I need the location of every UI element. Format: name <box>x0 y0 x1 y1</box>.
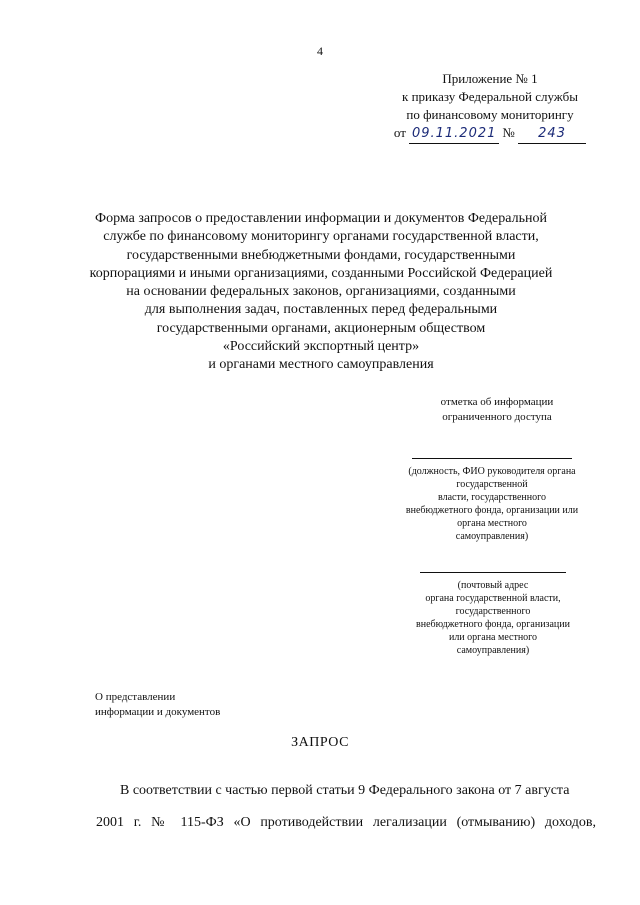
appendix-header <box>385 70 595 144</box>
form-title-line: корпорациями и иными организациями, созданными Российской Федерацией <box>89 265 553 281</box>
form-title-line: Форма запросов о предоставлении информации и документов Федеральной <box>95 211 547 226</box>
body-line: 2001 г. № 115-ФЗ «О противодействии легализации (отмыванию) доходов, <box>96 815 596 830</box>
form-title-line: «Российский экспортный центр» <box>222 339 420 355</box>
restricted-access-mark: отметка об информации ограниченного доступа <box>440 396 554 423</box>
request-title: ЗАПРОС <box>291 735 349 750</box>
date-prefix: от <box>393 125 406 140</box>
page-number: 4 <box>317 44 323 58</box>
handwritten-number: 243 <box>518 124 586 144</box>
request-body <box>96 775 596 839</box>
body-line: В соответствии с частью первой статьи 9 Федерального закона от 7 августа <box>120 783 570 798</box>
form-title <box>80 210 562 375</box>
form-title-line: государственными органами, акционерным обществом <box>156 320 486 336</box>
appendix-title: Приложение № 1 <box>442 71 538 86</box>
postal-underline <box>420 572 566 573</box>
appendix-date-line <box>385 124 595 144</box>
form-title-line: и органами местного самоуправления <box>208 357 434 373</box>
appendix-order-ref: к приказу Федеральной службы <box>402 89 578 104</box>
form-title-line: государственными внебюджетными фондами, государственными <box>126 247 516 263</box>
form-title-line: службе по финансовому мониторингу органами государственной власти, <box>103 229 539 245</box>
number-prefix: № <box>502 125 515 140</box>
form-title-line: на основании федеральных законов, организациями, созданными <box>126 284 516 300</box>
postal-address-block: (почтовый адрес органа государственной власти, государственного внебюджетного фонда, организации или органа местного самоуправления) <box>398 572 588 657</box>
appendix-agency: по финансовому мониторингу <box>406 107 574 122</box>
subject-line: О представлении информации и документов <box>95 691 221 718</box>
addressee-block: (должность, ФИО руководителя органа государственной власти, государственного внебюджетного фонда, организации или органа местного самоуправления) <box>392 458 592 543</box>
handwritten-date: 09.11.2021 <box>409 124 499 144</box>
form-title-line: для выполнения задач, поставленных перед федеральными <box>144 302 498 318</box>
addressee-underline <box>412 458 572 459</box>
